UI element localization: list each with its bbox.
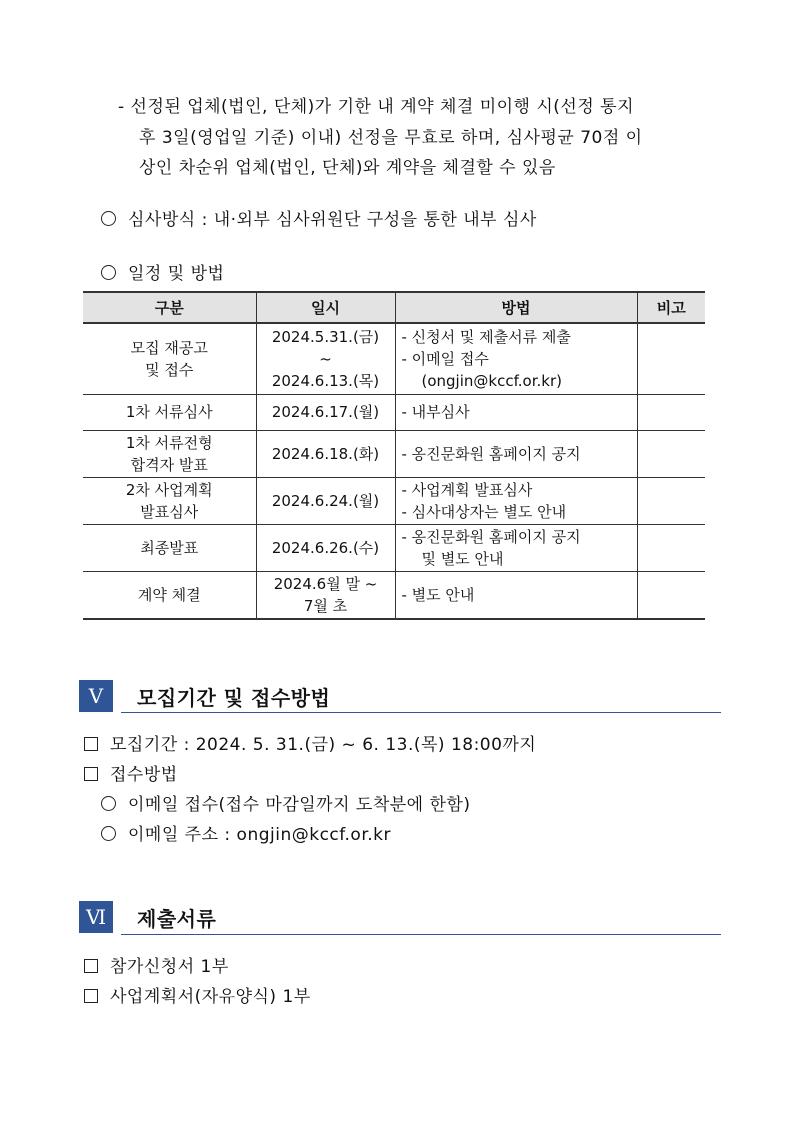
receipt-method-item	[84, 760, 178, 785]
row-date	[256, 524, 395, 571]
cell-line: - 내부심사	[401, 403, 470, 421]
cell-line: ~	[319, 349, 332, 368]
cell-line: 계약 체결	[137, 585, 201, 604]
circle-bullet-icon	[101, 826, 116, 841]
cell-line: 발표심사	[140, 502, 199, 521]
section-6-rule	[121, 934, 721, 935]
cell-line: 1차 서류전형	[125, 433, 213, 452]
doc-item	[84, 952, 229, 977]
row-note	[637, 323, 705, 394]
row-note	[637, 571, 705, 619]
row-category	[83, 524, 256, 571]
row-method	[395, 524, 637, 571]
review-method-item	[101, 205, 537, 230]
cell-line: 2024.5.31.(금)	[271, 327, 380, 346]
email-receipt-item	[101, 790, 470, 815]
cell-line: 7월 초	[303, 596, 348, 615]
section-5-number: Ⅴ	[79, 680, 113, 712]
cell-line: (ongjin@kccf.or.kr)	[421, 371, 562, 390]
cell-line: 모집 재공고	[130, 338, 208, 357]
cell-line: 합격자 발표	[130, 455, 208, 474]
doc-item	[84, 982, 311, 1007]
header-date: 일시	[256, 292, 395, 323]
circle-bullet-icon	[101, 265, 116, 280]
square-bullet-icon	[84, 767, 98, 781]
row-method	[395, 430, 637, 477]
section-5-title: 모집기간 및 접수방법	[137, 686, 331, 710]
cell-line: - 옹진문화원 홈페이지 공지	[401, 527, 581, 546]
cell-line: - 이메일 접수	[401, 349, 489, 368]
doc-item-text: 사업계획서(자유양식) 1부	[110, 987, 311, 1007]
row-date	[256, 394, 395, 430]
square-bullet-icon	[84, 989, 98, 1003]
cell-line: 2차 사업계획	[125, 480, 213, 499]
header-note: 비고	[637, 292, 705, 323]
email-address-item	[101, 820, 391, 845]
table-row	[83, 430, 705, 477]
cell-line: - 심사대상자는 별도 안내	[401, 502, 567, 521]
row-method	[395, 571, 637, 619]
row-date	[256, 323, 395, 394]
intro-line-1: - 선정된 업체(법인, 단체)가 기한 내 계약 체결 미이행 시(선정 통지	[118, 97, 635, 117]
cell-line: - 옹진문화원 홈페이지 공지	[401, 444, 581, 463]
section-5-rule	[121, 712, 721, 713]
row-date	[256, 477, 395, 524]
table-row	[83, 477, 705, 524]
recruit-period-item	[84, 730, 536, 755]
cell-line: - 신청서 및 제출서류 제출	[401, 327, 571, 346]
email-receipt-text: 이메일 접수(접수 마감일까지 도착분에 한함)	[128, 795, 471, 815]
row-note	[637, 477, 705, 524]
recruit-period-text: 모집기간 : 2024. 5. 31.(금) ~ 6. 13.(목) 18:00까지	[110, 735, 537, 755]
row-method	[395, 394, 637, 430]
cell-line: - 별도 안내	[401, 585, 475, 604]
table-row	[83, 394, 705, 430]
row-note	[637, 430, 705, 477]
cell-line: 2024.6.13.(목)	[271, 371, 380, 390]
circle-bullet-icon	[101, 796, 116, 811]
schedule-heading-text: 일정 및 방법	[128, 264, 225, 284]
intro-line-2: 후 3일(영업일 기준) 이내) 선정을 무효로 하며, 심사평균 70점 이	[139, 128, 643, 148]
square-bullet-icon	[84, 737, 98, 751]
circle-bullet-icon	[101, 211, 116, 226]
cell-line: 및 별도 안내	[421, 549, 504, 568]
cell-line: 2024.6.26.(수)	[271, 538, 380, 557]
cell-line: 2024.6.17.(월)	[271, 403, 380, 421]
row-category	[83, 571, 256, 619]
cell-line: 2024.6.18.(화)	[271, 444, 380, 463]
header-category: 구분	[83, 292, 256, 323]
row-method	[395, 323, 637, 394]
row-date	[256, 430, 395, 477]
row-date	[256, 571, 395, 619]
cell-line: 1차 서류심사	[125, 403, 213, 421]
section-6-title: 제출서류	[137, 907, 217, 931]
cell-line: - 사업계획 발표심사	[401, 480, 533, 499]
table-row	[83, 524, 705, 571]
square-bullet-icon	[84, 959, 98, 973]
doc-item-text: 참가신청서 1부	[110, 957, 229, 977]
cell-line: 최종발표	[140, 538, 199, 557]
header-method: 방법	[395, 292, 637, 323]
cell-line: 2024.6월 말 ~	[273, 574, 378, 593]
row-category	[83, 430, 256, 477]
row-category	[83, 477, 256, 524]
row-method	[395, 477, 637, 524]
receipt-method-text: 접수방법	[110, 765, 178, 785]
cell-line: 2024.6.24.(월)	[271, 491, 380, 510]
cell-line: 및 접수	[145, 360, 194, 379]
intro-line-3: 상인 차순위 업체(법인, 단체)와 계약을 체결할 수 있음	[139, 158, 556, 178]
section-6-number: Ⅵ	[79, 901, 113, 933]
schedule-heading	[101, 259, 224, 284]
row-category	[83, 323, 256, 394]
table-row	[83, 571, 705, 619]
table-header-row	[83, 292, 705, 323]
row-category	[83, 394, 256, 430]
review-method-text: 심사방식 : 내·외부 심사위원단 구성을 통한 내부 심사	[128, 210, 537, 230]
row-note	[637, 394, 705, 430]
schedule-table	[83, 291, 705, 620]
table-row	[83, 323, 705, 394]
email-address-text: 이메일 주소 : ongjin@kccf.or.kr	[128, 825, 391, 845]
row-note	[637, 524, 705, 571]
